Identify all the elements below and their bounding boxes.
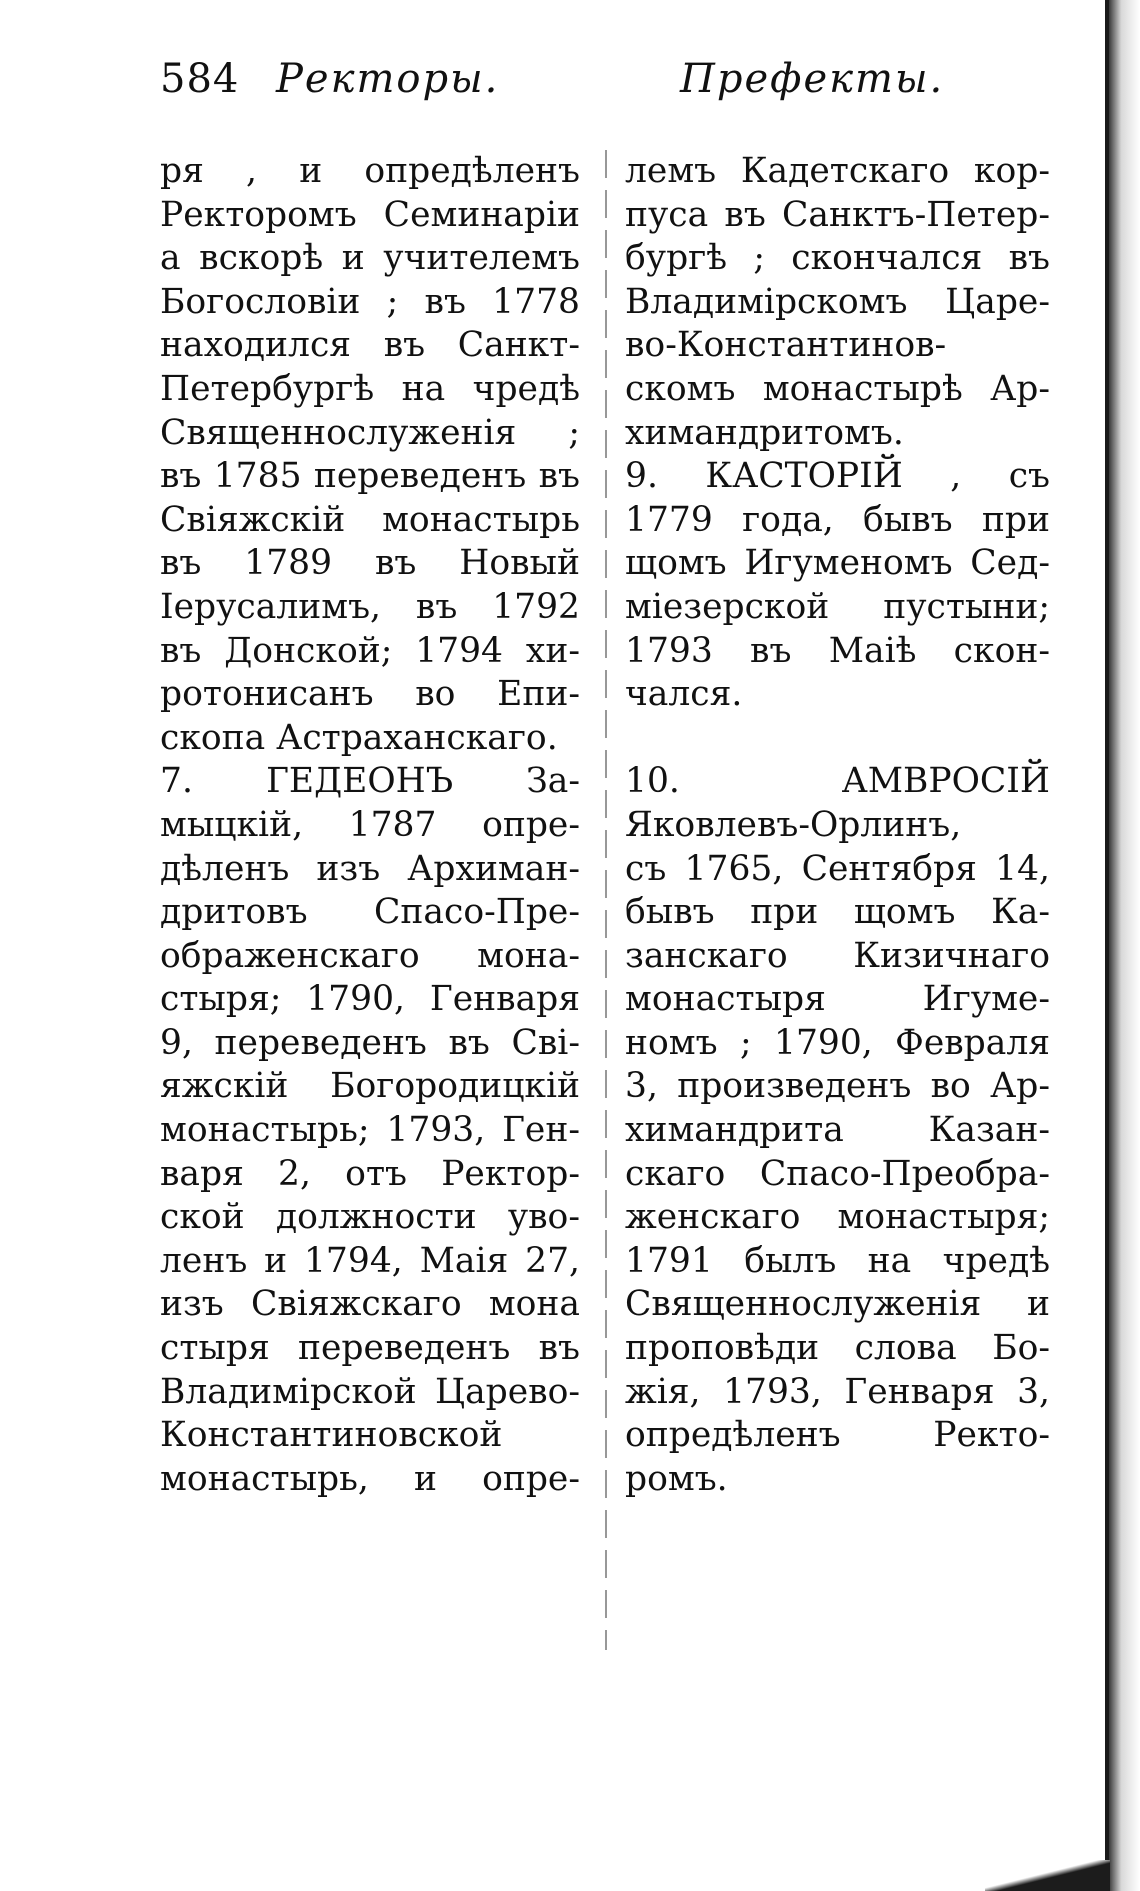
text-line: изъ Свіяжскаго мона: [160, 1284, 580, 1325]
text-line: 9, переведенъ въ Свi-: [160, 1022, 580, 1063]
text-line: скопа Астраханскаго.: [160, 717, 558, 758]
text-line: въ 1785 переведенъ въ: [160, 456, 580, 497]
text-line: жія, 1793, Генваря 3,: [625, 1371, 1050, 1412]
text-line: ображенскаго мона-: [160, 935, 580, 976]
text-line: химандрита Казан-: [625, 1110, 1050, 1151]
text-line: Свіяжскій монастырь: [160, 499, 580, 540]
text-line: находился въ Санкт-: [160, 325, 580, 366]
text-line: чался.: [625, 674, 743, 715]
page-edge-shadow: [1109, 0, 1140, 1891]
text-line: скаго Спасо-Преобра-: [625, 1153, 1050, 1194]
text-line: опредѣленъ Ректо-: [625, 1415, 1050, 1456]
text-line: Богословіи ; въ 1778: [160, 281, 580, 322]
text-line: Іерусалимъ, въ 1792: [160, 586, 580, 627]
text-line: лемъ Кадетскаго кор-: [625, 151, 1050, 191]
page-corner-shadow: [985, 1860, 1110, 1891]
text-line: женскаго монастыря;: [625, 1197, 1050, 1238]
text-line: во-Константинов-: [625, 325, 947, 366]
text-line: Владимірскомъ Царе-: [625, 281, 1050, 322]
text-line: номъ ; 1790, Февраля: [625, 1022, 1050, 1063]
text-line: Константиновской: [160, 1415, 503, 1456]
text-line: химандритомъ.: [625, 412, 904, 453]
text-line: дѣленъ изъ Архиман-: [160, 848, 580, 889]
text-line: а вскорѣ и учителемъ: [160, 238, 580, 279]
text-line: ротонисанъ во Епи-: [160, 674, 580, 715]
section-gap: [625, 717, 1050, 761]
text-line: въ 1789 въ Новый: [160, 543, 580, 584]
text-line: ромъ.: [625, 1458, 728, 1499]
text-line: съ 1765, Сентября 14,: [625, 848, 1050, 889]
text-line: яжскій Богородицкій: [160, 1066, 580, 1107]
text-line: Священнослуженія и: [625, 1284, 1050, 1325]
entry-heading-line: 7. ГЕДЕОНЪ За-: [160, 761, 580, 802]
text-line: бургѣ ; скончался въ: [625, 238, 1050, 279]
text-line: монастыря Игуме-: [625, 979, 1050, 1020]
text-line: ской должности уво-: [160, 1197, 580, 1238]
text-line: варя 2, отъ Ректор-: [160, 1153, 580, 1194]
text-line: Ректоромъ Семинаріи: [160, 194, 580, 235]
entry-heading-line: 10. АМВРОСІЙ: [625, 761, 1050, 802]
text-line: стыря; 1790, Генваря: [160, 979, 580, 1020]
text-line: занскаго Кизичнаго: [625, 935, 1050, 976]
text-line: монастырь, и опре-: [160, 1458, 580, 1499]
text-line: скомъ монастырѣ Ар-: [625, 368, 1050, 409]
text-line: ленъ и 1794, Маія 27,: [160, 1240, 580, 1281]
page-number: 584: [160, 56, 240, 102]
text-line: міезерской пустыни;: [625, 586, 1050, 627]
left-column: [160, 150, 580, 1501]
running-title-left: Ректоры.: [276, 56, 500, 102]
text-line: Священнослуженія ;: [160, 412, 580, 453]
text-line: щомъ Игуменомъ Сед-: [625, 543, 1050, 584]
entry-heading-line: 9. КАСТОРІЙ , съ: [625, 456, 1050, 497]
text-line: Петербургѣ на чредѣ: [160, 368, 580, 409]
right-column: [625, 150, 1050, 1501]
text-line: въ Донской; 1794 хи-: [160, 630, 580, 671]
column-divider: [605, 150, 607, 1650]
text-line: ря , и опредѣленъ: [160, 151, 580, 191]
text-line: монастырь; 1793, Ген-: [160, 1110, 580, 1151]
text-line: мыцкій, 1787 опре-: [160, 804, 580, 845]
text-line: стыря переведенъ въ: [160, 1328, 580, 1369]
text-line: 3, произведенъ во Ар-: [625, 1066, 1050, 1107]
text-line: 1793 въ Маіѣ скон-: [625, 630, 1050, 671]
running-head: [160, 44, 1050, 114]
text-line: 1791 былъ на чредѣ: [625, 1240, 1050, 1281]
text-line: Владимірской Царево-: [160, 1371, 580, 1412]
text-line: 1779 года, бывъ при: [625, 499, 1050, 540]
text-line: пуса въ Санктъ-Петер-: [625, 194, 1050, 235]
text-line: Яковлевъ-Орлинъ,: [625, 804, 962, 845]
running-title-right: Префекты.: [680, 56, 945, 102]
text-line: проповѣди слова Бо-: [625, 1328, 1050, 1369]
text-line: бывъ при щомъ Ка-: [625, 892, 1050, 933]
text-line: дритовъ Спасо-Пре-: [160, 892, 580, 933]
